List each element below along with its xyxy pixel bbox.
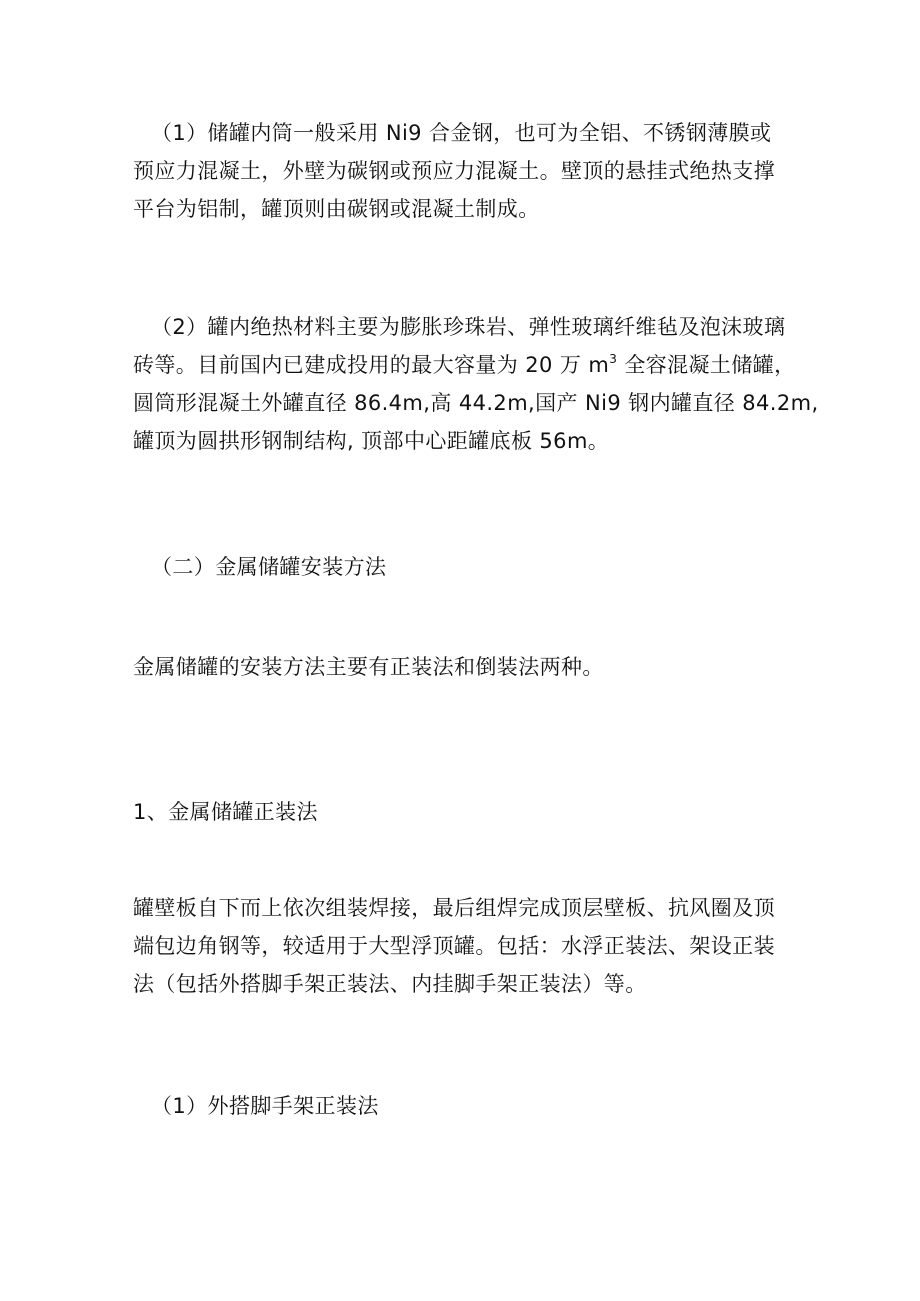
text-line: 罐壁板自下而上依次组装焊接，最后组焊完成顶层壁板、抗风圈及顶 — [133, 896, 775, 920]
text-line: 平台为铝制，罐顶则由碳钢或混凝土制成。 — [133, 197, 540, 221]
subsection-heading — [133, 793, 793, 831]
text-line: 罐顶为圆拱形钢制结构, 顶部中心距罐底板 56m。 — [133, 429, 610, 453]
text-line: （2）罐内绝热材料主要为膨胀珍珠岩、弹性玻璃纤维毡及泡沫玻璃 — [151, 315, 786, 339]
item-heading — [133, 1087, 793, 1125]
text-line: （1）储罐内筒一般采用 Ni9 合金钢，也可为全铝、不锈钢薄膜或 — [151, 121, 772, 145]
section-heading — [133, 548, 793, 586]
text-line: 法（包括外搭脚手架正装法、内挂脚手架正装法）等。 — [133, 972, 647, 996]
paragraph-install-methods — [133, 648, 793, 686]
heading-text: （1）外搭脚手架正装法 — [151, 1094, 379, 1118]
text-line: 金属储罐的安装方法主要有正装法和倒装法两种。 — [133, 655, 604, 679]
heading-text: 1、金属储罐正装法 — [133, 800, 318, 824]
paragraph-insulation-material — [133, 308, 819, 460]
paragraph-forward-assembly — [133, 889, 793, 1003]
superscript: 3 — [609, 352, 618, 366]
text-segment: 砖等。目前国内已建成投用的最大容量为 20 万 m — [133, 353, 610, 377]
text-segment: 全容混凝土储罐， — [617, 353, 796, 377]
text-line: 圆筒形混凝土外罐直径 86.4m,高 44.2m,国产 Ni9 钢内罐直径 84.2m, — [133, 391, 819, 415]
text-line: 预应力混凝土，外壁为碳钢或预应力混凝土。壁顶的悬挂式绝热支撑 — [133, 159, 775, 183]
text-line — [133, 346, 796, 384]
paragraph-inner-tank-material — [133, 114, 793, 228]
heading-text: （二）金属储罐安装方法 — [151, 555, 387, 579]
text-line: 端包边角钢等，较适用于大型浮顶罐。包括：水浮正装法、架设正装 — [133, 934, 775, 958]
